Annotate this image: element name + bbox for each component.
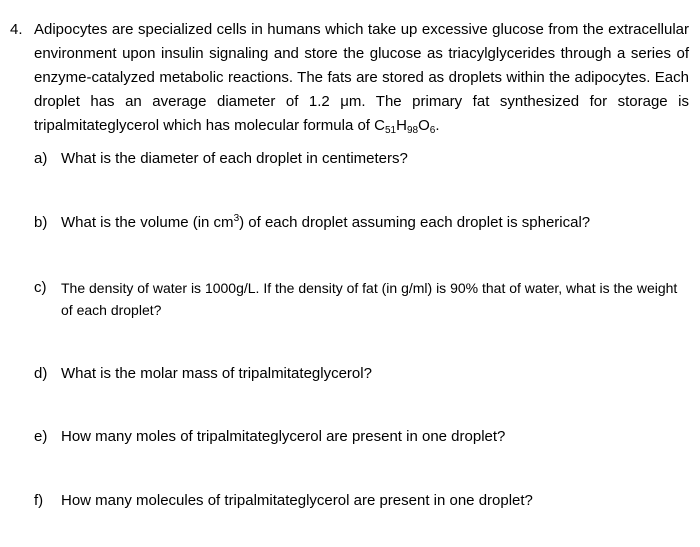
question-text: The density of water is 1000g/L. If the density of fat (in g/ml) is 90% that of water, what is the weight of each droplet?: [61, 280, 678, 318]
molecular-formula: [374, 117, 439, 134]
question-text: [61, 212, 690, 234]
problem-statement: [10, 18, 690, 138]
problem-number: 4.: [10, 21, 23, 38]
question-letter: f): [34, 492, 44, 509]
question-text: What is the molar mass of tripalmitateglycerol?: [61, 365, 372, 382]
question-text: How many moles of tripalmitateglycerol are present in one droplet?: [61, 428, 506, 445]
question-f: [34, 490, 690, 512]
question-d: [34, 363, 690, 385]
formula-carbon-count: 51: [384, 125, 397, 136]
problem-text: [34, 18, 689, 138]
question-superscript: 3: [233, 213, 240, 224]
formula-carbon: C: [374, 117, 385, 134]
question-text-before: What is the volume (in cm: [61, 214, 234, 231]
formula-hydrogen-count: 98: [406, 125, 419, 136]
problem-text-main: Adipocytes are specialized cells in humans which take up excessive glucose from the extracellular environment upon insulin signaling and store the glucose as triacylglycerides through a series of enzyme-catalyzed metabolic reactions. The fats are stored as droplets within the adipocytes. Each droplet has an average diameter of 1.2 μm. The primary fat synthesized for storage is tripalmitateglycerol which has molecular formula of: [34, 21, 689, 134]
question-letter: a): [34, 150, 48, 167]
question-c: [34, 277, 690, 321]
question-letter: e): [34, 428, 48, 445]
question-letter: b): [34, 214, 48, 231]
question-b: [34, 212, 690, 234]
question-letter: d): [34, 365, 48, 382]
question-a: [34, 148, 690, 170]
formula-oxygen: O: [418, 117, 430, 134]
formula-oxygen-count: 6: [429, 125, 436, 136]
question-text-after: ) of each droplet assuming each droplet is spherical?: [239, 214, 591, 231]
formula-hydrogen: H: [396, 117, 407, 134]
question-text: What is the diameter of each droplet in centimeters?: [61, 150, 408, 167]
question-text: How many molecules of tripalmitateglycerol are present in one droplet?: [61, 492, 533, 509]
question-letter: c): [34, 279, 47, 296]
question-e: [34, 426, 690, 448]
formula-end: .: [435, 117, 440, 134]
